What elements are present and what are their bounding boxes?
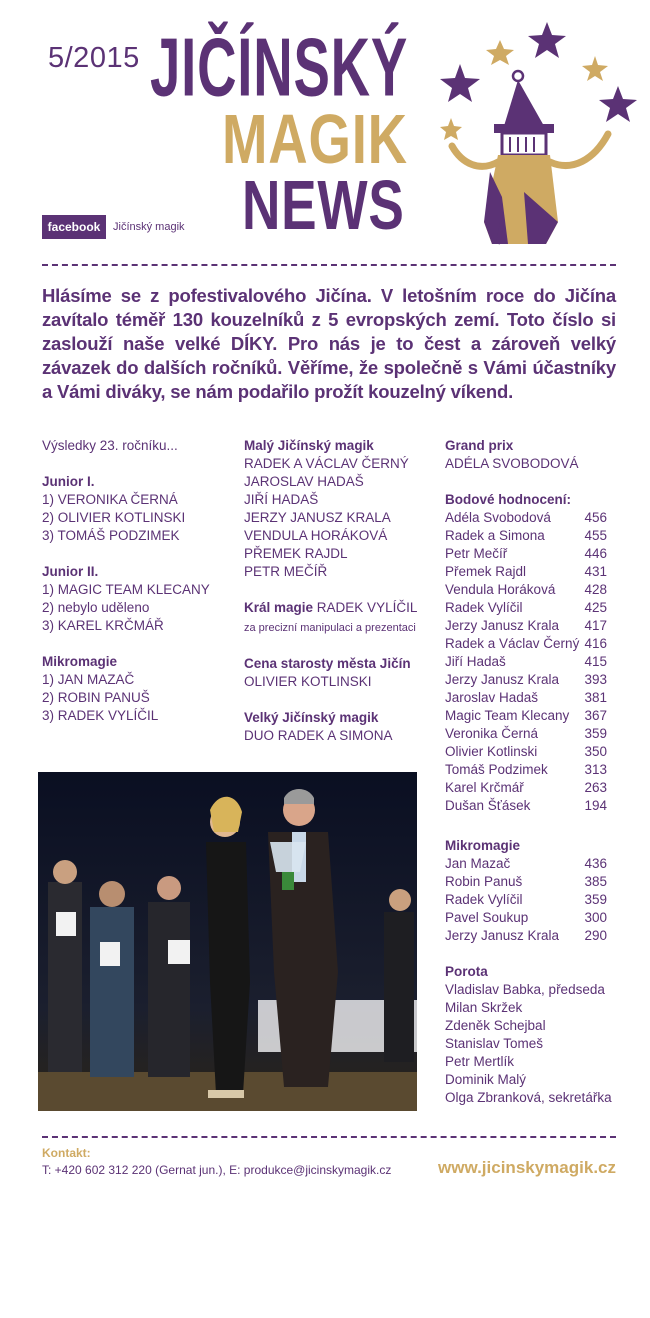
score-name: Jerzy Janusz Krala [445, 672, 560, 687]
star-icon [582, 56, 608, 81]
score-name: Jaroslav Hadaš [445, 690, 539, 705]
list-item: 3) TOMÁŠ PODZIMEK [42, 528, 180, 543]
score-row [445, 635, 607, 653]
intro-paragraph: Hlásíme se z pofestivalového Jičína. V letošním roce do Jičína zavítalo téměř 130 kouzelníků z 5 evropských zemí. Toto číslo si zaslouží naše velké DÍKY. Pro nás je to čest a zároveň velký závazek do dalších ročníků. Věříme, že společně s Vámi účastníky a Vámi diváky, se nám podařilo prožít kouzelný víkend. [42, 285, 616, 402]
list-item: 1) MAGIC TEAM KLECANY [42, 582, 210, 597]
contact-text[interactable]: T: +420 602 312 220 (Gernat jun.), E: produkce@jicinskymagik.cz [42, 1163, 392, 1177]
score-value: 456 [584, 510, 607, 525]
score-value: 300 [584, 910, 607, 925]
score-name: Olivier Kotlinski [445, 744, 538, 759]
awards-column [244, 437, 444, 745]
score-row [445, 855, 607, 873]
score-row [445, 909, 607, 927]
results-heading: Výsledky 23. ročníku... [42, 438, 178, 453]
score-name: Magic Team Klecany [445, 708, 570, 723]
score-row [445, 707, 607, 725]
score-name: Robin Panuš [445, 874, 523, 889]
score-value: 381 [584, 690, 607, 705]
score-value: 350 [584, 744, 607, 759]
list-item: JAROSLAV HADAŠ [244, 474, 364, 489]
jury-member: Petr Mertlík [445, 1054, 515, 1069]
score-row [445, 545, 607, 563]
score-name: Jerzy Janusz Krala [445, 928, 560, 943]
score-value: 455 [584, 528, 607, 543]
list-item: RADEK A VÁCLAV ČERNÝ [244, 456, 409, 471]
porota-title: Porota [445, 964, 488, 979]
magician-mascot-icon [432, 22, 642, 248]
score-name: Veronika Černá [445, 726, 539, 741]
score-name: Dušan Šťásek [445, 798, 531, 813]
list-item: 2) OLIVIER KOTLINSKI [42, 510, 186, 525]
star-icon [599, 86, 637, 122]
list-item: 1) JAN MAZAČ [42, 672, 135, 687]
star-icon [528, 22, 566, 58]
score-name: Radek Vylíčil [445, 600, 523, 615]
list-item: 2) nebylo uděleno [42, 600, 150, 615]
list-item: VENDULA HORÁKOVÁ [244, 528, 388, 543]
junior1-title: Junior I. [42, 474, 95, 489]
score-value: 415 [584, 654, 607, 669]
jury-member: Zdeněk Schejbal [445, 1018, 546, 1033]
score-row [445, 779, 607, 797]
score-name: Radek a Václav Černý [445, 636, 580, 651]
issue-number: 5/2015 [48, 42, 140, 74]
kral-magie-winner: RADEK VYLÍČIL [316, 600, 418, 615]
jury-member: Stanislav Tomeš [445, 1036, 544, 1051]
score-value: 385 [584, 874, 607, 889]
score-row [445, 563, 607, 581]
kral-magie-line [244, 599, 444, 617]
score-row [445, 527, 607, 545]
score-name: Tomáš Podzimek [445, 762, 548, 777]
title-line-3: NEWS [242, 166, 405, 244]
score-value: 436 [584, 856, 607, 871]
velky-magik-title: Velký Jičínský magik [244, 710, 379, 725]
score-row [445, 797, 607, 815]
grand-prix-title: Grand prix [445, 438, 514, 453]
score-row [445, 671, 607, 689]
mikromagie-title: Mikromagie [42, 654, 118, 669]
score-value: 359 [584, 892, 607, 907]
score-row [445, 581, 607, 599]
score-row [445, 599, 607, 617]
maly-magik-title: Malý Jičínský magik [244, 438, 374, 453]
list-item: PŘEMEK RAJDL [244, 546, 348, 561]
score-value: 367 [584, 708, 607, 723]
facebook-page-name[interactable]: Jičínský magik [113, 221, 185, 233]
score-name: Přemek Rajdl [445, 564, 527, 579]
title-line-1: JIČÍNSKÝ [150, 21, 409, 114]
junior2-title: Junior II. [42, 564, 99, 579]
score-value: 393 [584, 672, 607, 687]
score-name: Vendula Horáková [445, 582, 556, 597]
star-icon [440, 118, 462, 140]
score-value: 425 [584, 600, 607, 615]
divider-bottom [42, 1136, 616, 1138]
kral-magie-note: za precizní manipulaci a prezentaci [244, 622, 416, 634]
cena-starosty-winner: OLIVIER KOTLINSKI [244, 674, 372, 689]
score-value: 194 [584, 798, 607, 813]
grand-prix-winner: ADÉLA SVOBODOVÁ [445, 456, 579, 471]
score-name: Jan Mazač [445, 856, 511, 871]
score-name: Pavel Soukup [445, 910, 529, 925]
jury-member: Dominik Malý [445, 1072, 527, 1087]
score-value: 416 [584, 636, 607, 651]
list-item: JERZY JANUSZ KRALA [244, 510, 391, 525]
score-name: Jiří Hadaš [445, 654, 506, 669]
velky-magik-winner: DUO RADEK A SIMONA [244, 728, 393, 743]
score-value: 290 [584, 928, 607, 943]
score-row [445, 761, 607, 779]
title-line-2: MAGIK [222, 100, 408, 178]
score-value: 263 [584, 780, 607, 795]
results-column [42, 437, 242, 725]
score-value: 313 [584, 762, 607, 777]
jury-member: Vladislav Babka, předseda [445, 982, 605, 997]
porota-list [445, 981, 635, 1107]
score-row [445, 689, 607, 707]
kral-magie-title: Král magie [244, 600, 314, 615]
score-row [445, 743, 607, 761]
bodove-title: Bodové hodnocení: [445, 492, 571, 507]
score-value: 431 [584, 564, 607, 579]
score-value: 428 [584, 582, 607, 597]
star-icon [486, 40, 514, 65]
score-value: 359 [584, 726, 607, 741]
score-row [445, 653, 607, 671]
list-item: PETR MEČÍŘ [244, 564, 328, 579]
list-item: JIŘÍ HADAŠ [244, 492, 319, 507]
list-item: 2) ROBIN PANUŠ [42, 690, 150, 705]
website-link[interactable]: www.jicinskymagik.cz [438, 1158, 616, 1177]
score-row [445, 927, 607, 945]
score-row [445, 725, 607, 743]
score-value: 417 [584, 618, 607, 633]
facebook-badge[interactable]: facebook [42, 215, 106, 239]
score-name: Radek Vylíčil [445, 892, 523, 907]
mikro-title: Mikromagie [445, 838, 521, 853]
cena-starosty-title: Cena starosty města Jičín [244, 656, 411, 671]
score-name: Adéla Svobodová [445, 510, 551, 525]
list-item: 3) RADEK VYLÍČIL [42, 708, 159, 723]
contact-label: Kontakt: [42, 1146, 91, 1160]
mikro-list [445, 855, 635, 945]
score-name: Petr Mečíř [445, 546, 508, 561]
score-row [445, 891, 607, 909]
list-item: 3) KAREL KRČMÁŘ [42, 618, 164, 633]
divider-top [42, 264, 616, 266]
jury-member: Milan Skržek [445, 1000, 523, 1015]
scores-column [445, 437, 635, 1107]
score-value: 446 [584, 546, 607, 561]
star-icon [440, 64, 480, 102]
score-name: Jerzy Janusz Krala [445, 618, 560, 633]
score-name: Radek a Simona [445, 528, 545, 543]
list-item: 1) VERONIKA ČERNÁ [42, 492, 178, 507]
jury-member: Olga Zbranková, sekretářka [445, 1090, 612, 1105]
bodove-list [445, 509, 635, 815]
score-name: Karel Krčmář [445, 780, 524, 795]
score-row [445, 509, 607, 527]
score-row [445, 617, 607, 635]
score-row [445, 873, 607, 891]
award-ceremony-photo [38, 772, 417, 1111]
